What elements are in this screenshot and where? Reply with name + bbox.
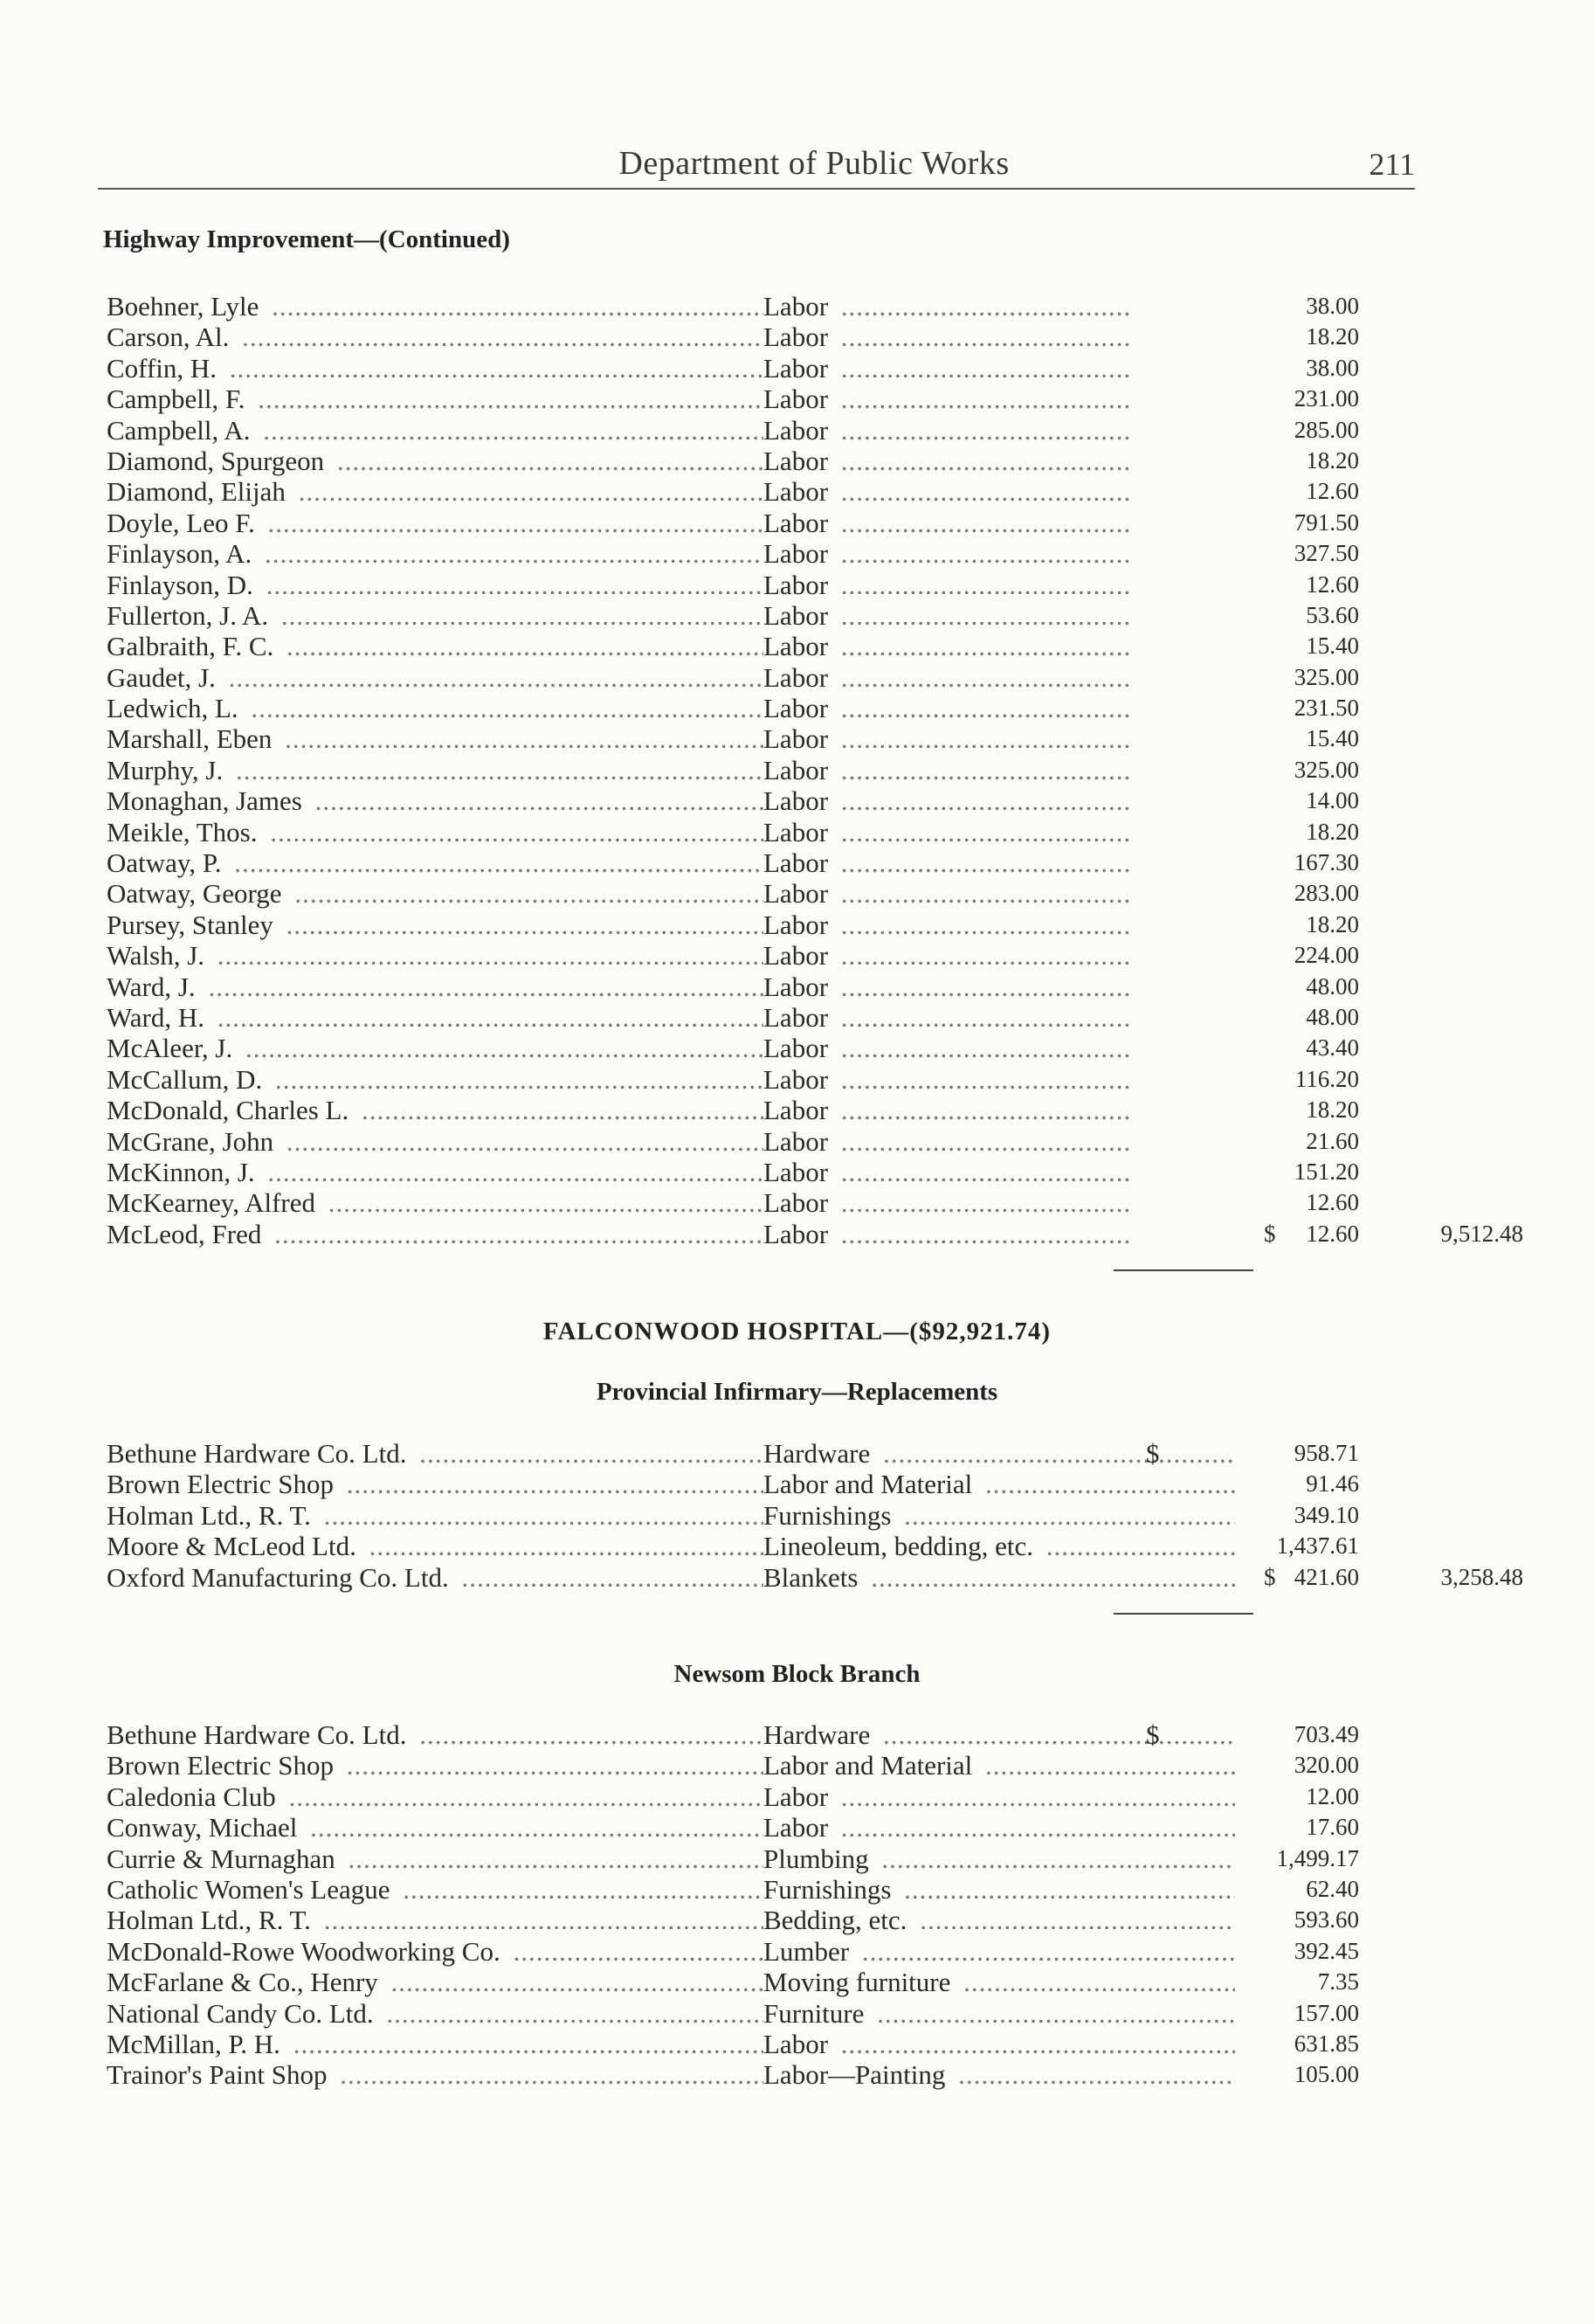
highway-expense-table	[107, 291, 1523, 1249]
expense-description: Labor .....	[763, 600, 1130, 631]
amount: 285.00	[1294, 416, 1359, 443]
payee-name: Oxford Manufacturing Co. Ltd. .....	[107, 1562, 763, 1593]
payee-name: Moore & McLeod Ltd. .....	[107, 1531, 763, 1561]
amount: 18.20	[1306, 910, 1359, 937]
expense-description: Labor .....	[763, 508, 1130, 538]
payee-name: Carson, Al. .....	[107, 322, 763, 352]
expense-description: Labor .....	[763, 446, 1130, 476]
table-row	[107, 755, 1434, 785]
expense-description: Labor and Material .....	[763, 1469, 1235, 1499]
table-row	[107, 1033, 1434, 1063]
amount: 38.00	[1306, 354, 1359, 381]
table-row	[107, 1157, 1434, 1187]
payee-name: Oatway, George .....	[107, 878, 763, 909]
payee-name: Fullerton, J. A. .....	[107, 600, 763, 631]
payee-name: Pursey, Stanley .....	[107, 910, 763, 940]
table-row	[107, 291, 1434, 322]
amount: 631.85	[1294, 2030, 1359, 2057]
payee-name: McMillan, P. H. .....	[107, 2029, 763, 2059]
payee-name: Campbell, A. .....	[107, 415, 763, 446]
expense-description: Labor .....	[763, 415, 1130, 446]
payee-name: National Candy Co. Ltd. .....	[107, 1998, 763, 2029]
amount: 224.00	[1294, 942, 1359, 969]
table-row	[107, 1750, 1434, 1781]
amount: 421.60	[1294, 1563, 1359, 1590]
expense-description: Labor .....	[763, 384, 1130, 414]
table-row	[107, 631, 1434, 661]
table-row	[107, 817, 1434, 847]
header-rule	[98, 188, 1415, 190]
expense-description: Furnishings .....	[763, 1500, 1235, 1531]
section-total: 9,512.48	[1440, 1220, 1523, 1247]
payee-name: Gaudet, J. .....	[107, 662, 763, 693]
expense-description: Labor .....	[763, 972, 1130, 1002]
newsom-heading: Newsom Block Branch	[673, 1660, 921, 1688]
payee-name: Bethune Hardware Co. Ltd. .....	[107, 1438, 763, 1469]
falconwood-expense-table	[107, 1438, 1523, 1593]
table-row	[107, 1936, 1434, 1967]
amount: 231.50	[1294, 695, 1359, 722]
expense-description: Labor .....	[763, 1095, 1130, 1125]
expense-description: Labor .....	[763, 1157, 1130, 1187]
amount: 91.46	[1306, 1470, 1359, 1497]
amount: 593.60	[1294, 1906, 1359, 1933]
table-row	[107, 1126, 1434, 1157]
amount: 18.20	[1306, 446, 1359, 474]
payee-name: Bethune Hardware Co. Ltd. .....	[107, 1719, 763, 1750]
expense-description: Hardware .....	[763, 1719, 1235, 1750]
payee-name: Murphy, J. .....	[107, 755, 763, 785]
amount: 231.00	[1294, 385, 1359, 412]
table-row	[107, 972, 1434, 1002]
amount: 12.60	[1306, 478, 1359, 505]
expense-description: Labor .....	[763, 1064, 1130, 1095]
table-row	[107, 1781, 1434, 1812]
amount: 1,437.61	[1276, 1532, 1359, 1560]
payee-name: McFarlane & Co., Henry .....	[107, 1967, 763, 1997]
expense-description: Plumbing .....	[763, 1843, 1235, 1874]
table-row	[107, 1561, 1523, 1593]
table-row	[107, 1531, 1434, 1561]
section-heading-highway: Highway Improvement—(Continued)	[103, 225, 510, 253]
payee-name: Diamond, Elijah .....	[107, 476, 763, 507]
expense-description: Bedding, etc. .....	[763, 1905, 1235, 1935]
table-row	[107, 446, 1434, 476]
section-total: 3,258.48	[1440, 1563, 1523, 1590]
expense-description: Labor .....	[763, 1126, 1130, 1157]
table-row	[107, 878, 1434, 909]
expense-description: Blankets .....	[763, 1562, 1235, 1593]
payee-name: Monaghan, James .....	[107, 785, 763, 816]
amount: 7.35	[1317, 1968, 1359, 1995]
payee-name: Brown Electric Shop .....	[107, 1469, 763, 1499]
amount: 15.40	[1306, 633, 1359, 660]
table-row	[107, 1967, 1434, 1997]
payee-name: Ward, J. .....	[107, 972, 763, 1002]
expense-description: Labor—Painting .....	[763, 2059, 1235, 2090]
payee-name: Galbraith, F. C. .....	[107, 631, 763, 661]
expense-description: Lumber .....	[763, 1936, 1235, 1967]
payee-name: Marshall, Eben .....	[107, 723, 763, 754]
newsom-expense-table	[107, 1719, 1434, 2091]
amount: 62.40	[1306, 1875, 1359, 1902]
expense-description: Labor .....	[763, 693, 1130, 723]
page-number: 211	[1369, 147, 1415, 182]
table-row	[107, 1874, 1434, 1905]
amount: 151.20	[1294, 1158, 1359, 1185]
amount: 392.45	[1294, 1937, 1359, 1964]
expense-description: Labor .....	[763, 940, 1130, 971]
expense-description: Furnishings .....	[763, 1874, 1235, 1905]
table-row	[107, 785, 1434, 816]
amount: 167.30	[1294, 849, 1359, 876]
payee-name: Holman Ltd., R. T. .....	[107, 1500, 763, 1531]
payee-name: Conway, Michael .....	[107, 1812, 763, 1843]
table-row	[107, 723, 1434, 754]
page-header	[98, 144, 1415, 188]
table-row	[107, 1469, 1434, 1499]
amount: 12.60	[1306, 571, 1359, 598]
table-row	[107, 1064, 1434, 1095]
payee-name: Caledonia Club .....	[107, 1781, 763, 1812]
amount: 43.40	[1306, 1034, 1359, 1062]
payee-name: Finlayson, D. .....	[107, 570, 763, 600]
payee-name: Ward, H. .....	[107, 1002, 763, 1033]
expense-description: Labor and Material .....	[763, 1750, 1235, 1781]
expense-description: Labor .....	[763, 1002, 1130, 1033]
payee-name: Coffin, H. .....	[107, 353, 763, 384]
expense-description: Labor .....	[763, 538, 1130, 569]
amount: 325.00	[1294, 663, 1359, 690]
table-row	[107, 2029, 1434, 2059]
table-row	[107, 384, 1434, 414]
payee-name: Diamond, Spurgeon .....	[107, 446, 763, 476]
table-row	[107, 600, 1434, 631]
amount: 15.40	[1306, 725, 1359, 752]
table-row	[107, 1187, 1434, 1218]
expense-description: Labor .....	[763, 910, 1130, 940]
expense-description: Labor .....	[763, 1219, 1130, 1249]
dollar-sign: $	[1146, 1719, 1160, 1750]
payee-name: McDonald, Charles L. .....	[107, 1095, 763, 1125]
table-row	[107, 847, 1434, 878]
amount: 703.49	[1294, 1721, 1359, 1747]
total-dollar-sign: $	[1264, 1563, 1276, 1590]
payee-name: Ledwich, L. .....	[107, 693, 763, 723]
expense-description: Hardware .....	[763, 1438, 1235, 1469]
table-row	[107, 508, 1434, 538]
payee-name: McCallum, D. .....	[107, 1064, 763, 1095]
table-row	[107, 476, 1434, 507]
expense-description: Labor .....	[763, 1812, 1235, 1843]
expense-description: Lineoleum, bedding, etc. .....	[763, 1531, 1235, 1561]
page-title: Department of Public Works	[618, 145, 1010, 182]
payee-name: Brown Electric Shop .....	[107, 1750, 763, 1781]
payee-name: Campbell, F. .....	[107, 384, 763, 414]
expense-description: Labor .....	[763, 662, 1130, 693]
payee-name: Boehner, Lyle .....	[107, 291, 763, 322]
payee-name: Doyle, Leo F. .....	[107, 508, 763, 538]
expense-description: Labor .....	[763, 755, 1130, 785]
expense-description: Moving furniture .....	[763, 1967, 1235, 1997]
table-row	[107, 662, 1434, 693]
amount: 283.00	[1294, 880, 1359, 907]
table-row	[107, 1719, 1434, 1750]
table-row	[107, 1218, 1523, 1249]
infirmary-subheading: Provincial Infirmary—Replacements	[596, 1378, 998, 1406]
expense-description: Labor .....	[763, 322, 1130, 352]
amount: 53.60	[1306, 601, 1359, 628]
amount: 48.00	[1306, 1003, 1359, 1030]
amount: 14.00	[1306, 787, 1359, 814]
amount: 38.00	[1306, 293, 1359, 319]
table-row	[107, 1438, 1434, 1469]
amount: 12.60	[1306, 1220, 1359, 1247]
expense-description: Labor .....	[763, 723, 1130, 754]
expense-description: Labor .....	[763, 817, 1130, 847]
amount: 325.00	[1294, 756, 1359, 783]
payee-name: McGrane, John .....	[107, 1126, 763, 1157]
total-dollar-sign: $	[1264, 1220, 1276, 1247]
expense-description: Labor .....	[763, 2029, 1235, 2059]
payee-name: McKinnon, J. .....	[107, 1157, 763, 1187]
payee-name: Meikle, Thos. .....	[107, 817, 763, 847]
payee-name: McAleer, J. .....	[107, 1033, 763, 1063]
amount: 18.20	[1306, 323, 1359, 350]
expense-description: Labor .....	[763, 631, 1130, 661]
total-rule-falconwood	[1114, 1613, 1253, 1615]
amount: 12.00	[1306, 1782, 1359, 1809]
table-row	[107, 353, 1434, 384]
payee-name: Holman Ltd., R. T. .....	[107, 1905, 763, 1935]
amount: 116.20	[1294, 1065, 1359, 1092]
amount: 17.60	[1306, 1814, 1359, 1841]
table-row	[107, 570, 1434, 600]
amount: 48.00	[1306, 972, 1359, 999]
amount: 12.60	[1306, 1189, 1359, 1216]
table-row	[107, 1843, 1434, 1874]
amount: 1,499.17	[1276, 1844, 1359, 1871]
amount: 327.50	[1294, 540, 1359, 567]
expense-description: Furniture .....	[763, 1998, 1235, 2029]
expense-description: Labor .....	[763, 878, 1130, 909]
table-row	[107, 1500, 1434, 1531]
payee-name: Finlayson, A. .....	[107, 538, 763, 569]
expense-description: Labor .....	[763, 1187, 1130, 1218]
amount: 105.00	[1294, 2061, 1359, 2088]
expense-description: Labor .....	[763, 570, 1130, 600]
table-row	[107, 415, 1434, 446]
amount: 18.20	[1306, 1096, 1359, 1124]
amount: 958.71	[1294, 1440, 1359, 1466]
amount: 791.50	[1294, 508, 1359, 536]
expense-description: Labor .....	[763, 1781, 1235, 1812]
amount: 320.00	[1294, 1752, 1359, 1779]
payee-name: McLeod, Fred .....	[107, 1219, 763, 1249]
expense-description: Labor .....	[763, 291, 1130, 322]
table-row	[107, 1905, 1434, 1935]
amount: 157.00	[1294, 1999, 1359, 2026]
expense-description: Labor .....	[763, 1033, 1130, 1063]
payee-name: Catholic Women's League .....	[107, 1874, 763, 1905]
table-row	[107, 2059, 1434, 2090]
table-row	[107, 693, 1434, 723]
table-row	[107, 910, 1434, 940]
payee-name: McDonald-Rowe Woodworking Co. .....	[107, 1936, 763, 1967]
expense-description: Labor .....	[763, 353, 1130, 384]
amount: 21.60	[1306, 1127, 1359, 1154]
amount: 18.20	[1306, 818, 1359, 845]
expense-description: Labor .....	[763, 785, 1130, 816]
expense-description: Labor .....	[763, 476, 1130, 507]
payee-name: McKearney, Alfred .....	[107, 1187, 763, 1218]
expense-description: Labor .....	[763, 847, 1130, 878]
total-rule-highway	[1114, 1269, 1253, 1271]
amount: 349.10	[1294, 1501, 1359, 1528]
dollar-sign: $	[1146, 1438, 1160, 1469]
table-row	[107, 1095, 1434, 1125]
table-row	[107, 538, 1434, 569]
table-row	[107, 940, 1434, 971]
payee-name: Trainor's Paint Shop .....	[107, 2059, 763, 2090]
table-row	[107, 322, 1434, 352]
falconwood-heading: FALCONWOOD HOSPITAL—($92,921.74)	[542, 1318, 1052, 1345]
payee-name: Walsh, J. .....	[107, 940, 763, 971]
table-row	[107, 1998, 1434, 2029]
table-row	[107, 1812, 1434, 1843]
payee-name: Oatway, P. .....	[107, 847, 763, 878]
table-row	[107, 1002, 1434, 1033]
payee-name: Currie & Murnaghan .....	[107, 1843, 763, 1874]
